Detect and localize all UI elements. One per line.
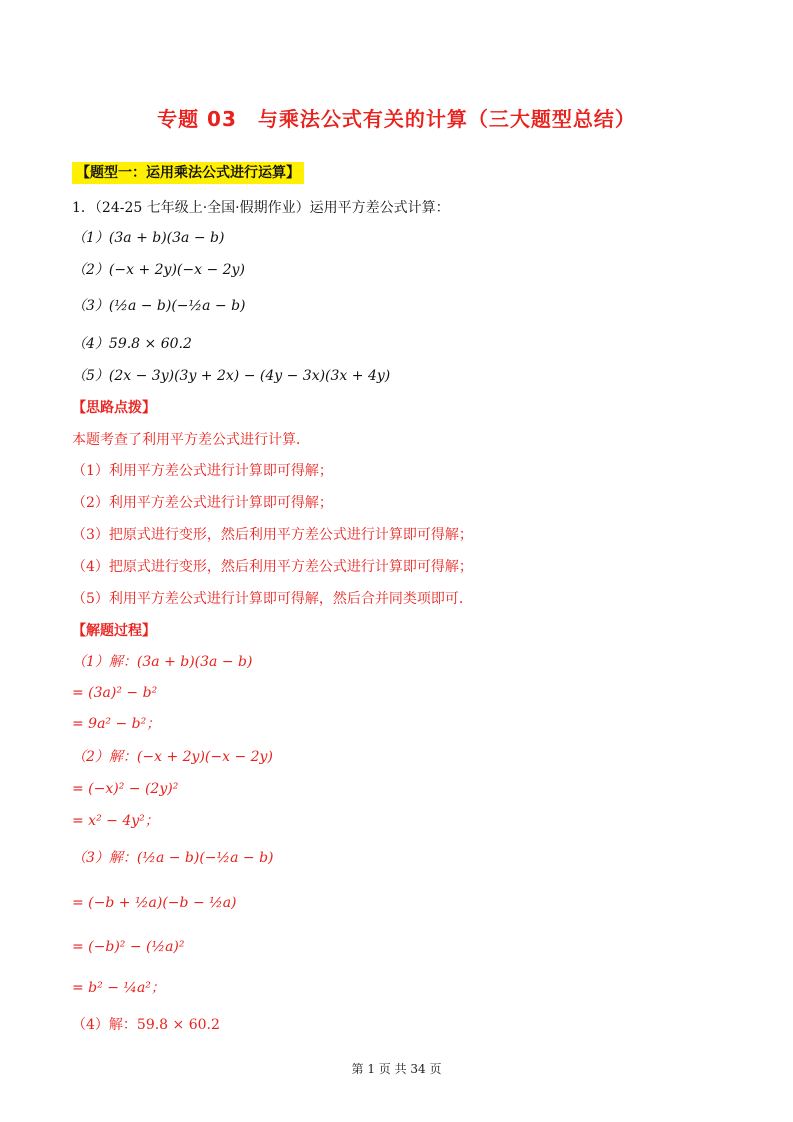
solution-line: = (−b)² − (½a)² — [72, 939, 185, 955]
item-1: （1）(3a + b)(3a − b) — [72, 230, 225, 246]
hint-heading: 【思路点拨】 — [72, 400, 156, 416]
solution-line: = (−x)² − (2y)² — [72, 781, 179, 797]
solution-line: = (3a)² − b² — [72, 685, 158, 701]
solution-line: （2）解：(−x + 2y)(−x − 2y) — [72, 749, 273, 765]
solution-line: = 9a² − b²； — [72, 716, 161, 732]
item-2: （2）(−x + 2y)(−x − 2y) — [72, 262, 245, 278]
solution-line: （1）解：(3a + b)(3a − b) — [72, 654, 253, 670]
hint-line: 本题考查了利用平方差公式进行计算． — [72, 432, 310, 448]
hint-line: （4）把原式进行变形，然后利用平方差公式进行计算即可得解； — [72, 559, 473, 575]
solution-line: （4）解：59.8 × 60.2 — [72, 1017, 220, 1033]
hint-line: （2）利用平方差公式进行计算即可得解； — [72, 495, 333, 511]
question-text: 1．（24-25 七年级上·全国·假期作业）运用平方差公式计算： — [72, 200, 450, 216]
page-footer: 第 1 页 共 34 页 — [351, 1062, 442, 1076]
hint-line: （1）利用平方差公式进行计算即可得解； — [72, 463, 333, 479]
solution-heading: 【解题过程】 — [72, 623, 156, 639]
solution-line: = b² − ¼a²； — [72, 980, 165, 996]
section-label: 【题型一：运用乘法公式进行运算】 — [72, 162, 304, 184]
solution-line: （3）解：(½a − b)(−½a − b) — [72, 850, 274, 866]
item-3: （3）(½a − b)(−½a − b) — [72, 298, 246, 314]
solution-line: = (−b + ½a)(−b − ½a) — [72, 895, 237, 911]
hint-line: （5）利用平方差公式进行计算即可得解，然后合并同类项即可． — [72, 591, 473, 607]
page-title: 专题 03 与乘法公式有关的计算（三大题型总结） — [157, 107, 636, 131]
item-4: （4）59.8 × 60.2 — [72, 336, 192, 352]
hint-line: （3）把原式进行变形，然后利用平方差公式进行计算即可得解； — [72, 527, 473, 543]
item-5: （5）(2x − 3y)(3y + 2x) − (4y − 3x)(3x + 4y) — [72, 368, 391, 384]
solution-line: = x² − 4y²； — [72, 813, 159, 829]
